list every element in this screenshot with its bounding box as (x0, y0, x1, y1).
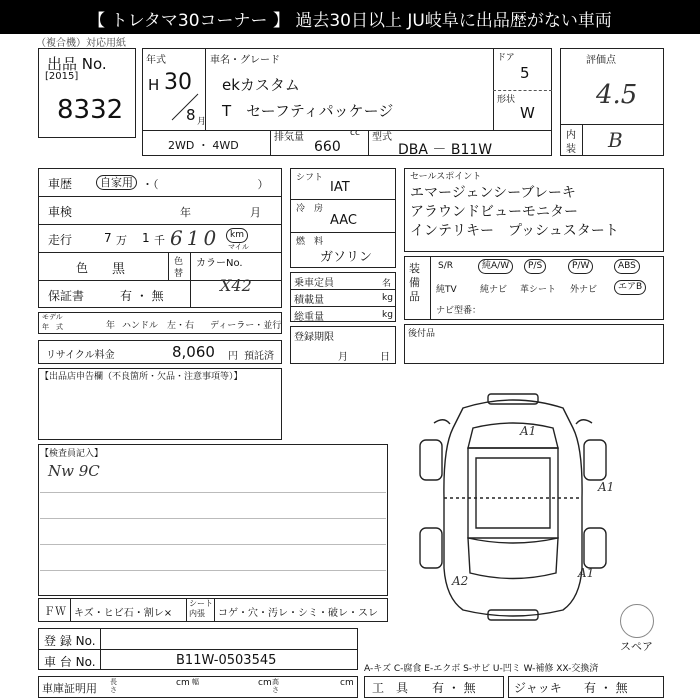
history-rest: ・（ ） (142, 178, 269, 191)
recycle-label: リサイクル料金 (46, 350, 115, 361)
cert-height: 高さ (272, 678, 279, 694)
aircon-label: 冷 房 (296, 204, 324, 214)
equip-aw-label: 純A/W (482, 261, 510, 271)
transfer-month: 月 (338, 352, 348, 363)
subheader: （複合機）対応用紙 (36, 38, 126, 49)
car-damage-diagram (398, 388, 628, 626)
transfer-label: 登録期限 (294, 332, 334, 343)
seat-label: シート 内張 (189, 599, 213, 618)
sales-point-3: インテリキー プッシュスタート (410, 223, 619, 239)
inspection-label: 車検 (48, 205, 73, 219)
cert-height-unit: cm (340, 678, 354, 688)
lot-number: 8332 (57, 95, 124, 125)
equip-power-window (568, 259, 593, 274)
navi-model-label: ナビ型番： (436, 306, 482, 316)
loading-label: 積載量 (294, 295, 324, 306)
equip-alloy-wheel (478, 259, 513, 274)
equip-ext-navi-label: 外ナビ (570, 285, 598, 295)
equip-ps-label: P/S (528, 261, 543, 271)
equip-tv-label: 純TV (436, 285, 457, 295)
equip-sr (438, 261, 453, 271)
color-no: X42 (220, 276, 252, 295)
shape-label: 形状 (497, 95, 516, 105)
model-format: 年 式 (42, 323, 63, 331)
car-name-label: 車名・グレード (210, 55, 280, 66)
cert-width-unit: cm (258, 678, 272, 688)
fuel-label: 燃 料 (296, 237, 324, 247)
displacement-value: 660 (314, 139, 341, 155)
mileage-km: km (226, 228, 248, 243)
recycle-unit: 円 (228, 351, 238, 362)
year-label: 年式 (146, 55, 166, 66)
inspector-label: 【検査員記入】 (40, 449, 104, 459)
model-handle: ハンドル 左・右 (122, 321, 195, 331)
color-no-label: カラーNo. (196, 258, 243, 269)
mileage-man: 7 (104, 231, 112, 245)
fw-label: ＦＷ (44, 605, 66, 618)
seller-notes-label: 【出品店申告欄（不良箇所・欠品・注意事項等）】 (40, 372, 243, 382)
fuel-value: ガソリン (320, 250, 373, 265)
mileage-sen: 1 (142, 231, 150, 245)
gross-unit: kg (382, 310, 393, 320)
sales-point-2: アラウンドビューモニター (410, 204, 578, 220)
interior-label-top: 内 (566, 130, 576, 141)
aftermarket-label: 後付品 (408, 329, 436, 339)
lot-label: 出品 No. (47, 55, 107, 73)
mileage-label: 走行 (48, 233, 73, 247)
aircon-value: AAC (330, 213, 357, 228)
score-value: 4.5 (596, 80, 638, 110)
cert-width: 幅 (192, 678, 199, 686)
color-value: 黒 (112, 262, 126, 277)
spare-label: スペア (620, 640, 653, 653)
mileage-man-unit: 万 (116, 234, 127, 247)
color-change-top: 色 (174, 257, 184, 267)
interior-label-bottom: 装 (566, 144, 576, 155)
mileage-mile: マイル (228, 243, 249, 251)
chassis-value: B11W-0503545 (176, 653, 277, 668)
spare-tire-icon (620, 604, 654, 638)
sales-points-label: セールスポイント (410, 172, 482, 182)
chassis-label: 車 台 No. (44, 655, 96, 669)
interior-value: B (608, 128, 623, 152)
jack-label: ジャッキ (514, 681, 562, 695)
loading-unit: kg (382, 293, 393, 303)
equip-tv (436, 282, 457, 295)
banner-text: 【 トレタマ30コーナー 】 過去30日以上 JU岐阜に出品歴がない車両 (88, 11, 612, 31)
warranty-label: 保証書 (48, 289, 85, 303)
model-label: モデル (42, 313, 63, 321)
cert-length: 長さ (110, 678, 117, 694)
mileage-sen-unit: 千 (154, 234, 165, 247)
equip-abs-label: ABS (618, 261, 636, 271)
capacity-unit: 名 (382, 279, 392, 289)
doors-label: ドア (497, 53, 515, 63)
seat-text: コゲ・穴・汚レ・シミ・破レ・スレ (218, 608, 378, 619)
model-dealer: ディーラー・並行 (210, 321, 282, 331)
aftermarket-box (404, 324, 664, 364)
color-change-bottom: 替 (174, 269, 184, 279)
equip-leather-label: 革シート (520, 285, 557, 295)
tools-value: 有 ・ 無 (432, 681, 476, 695)
equip-leather (520, 282, 556, 295)
car-name: ekカスタム (222, 76, 300, 94)
equip-navi-label: 純ナビ (480, 285, 508, 295)
shift-value: IAT (330, 180, 350, 195)
year-era: H (148, 76, 160, 94)
displacement-unit: cc (350, 128, 360, 138)
inspector-note: Nw 9C (48, 462, 100, 480)
history-value: 自家用 (96, 175, 137, 190)
lot-box (38, 48, 136, 138)
inspection-year: 年 (180, 206, 191, 219)
displacement-label: 排気量 (274, 132, 304, 143)
cert-length-unit: cm (176, 678, 190, 688)
equip-power-steering (524, 259, 546, 274)
year-month: 8 (186, 106, 196, 124)
transfer-day: 日 (380, 352, 390, 363)
capacity-label: 乗車定員 (294, 278, 334, 289)
cert-label: 車庫証明用 (42, 682, 97, 695)
equip-ext-navi (570, 282, 597, 295)
doors-value: 5 (520, 64, 530, 82)
model-year: 年 (106, 321, 116, 331)
mileage-written: 610 (170, 226, 221, 250)
legend: A-キズ C-腐食 E-エクボ S-サビ U-凹ミ W-補修 XX-交換済 (364, 664, 599, 674)
lot-year-tag: [2015] (45, 71, 79, 82)
gross-label: 総重量 (294, 312, 324, 323)
year-month-suffix: 月 (197, 117, 207, 127)
equip-airbag-label: エアB (618, 282, 643, 292)
damage-mark-front: A1 (520, 424, 537, 438)
jack-value: 有 ・ 無 (584, 681, 628, 695)
equip-sr-label: S/R (438, 261, 453, 271)
equip-pw-label: P/W (572, 261, 590, 271)
sales-point-1: エマージェンシーブレーキ (410, 185, 576, 201)
score-label: 評価点 (586, 55, 616, 66)
year-value: 30 (164, 70, 192, 95)
damage-mark-rear-right: A1 (578, 566, 595, 580)
recycle-status: 預託済 (244, 351, 274, 362)
fw-text: キズ・ヒビ石・割レ× (74, 608, 173, 619)
equip-airbag (614, 280, 646, 295)
tools-label: 工 具 (372, 681, 409, 695)
equipment-label-1: 装備品 (409, 262, 420, 303)
model-code-value: DBA － B11W (398, 142, 493, 158)
damage-mark-rear-left: A2 (452, 574, 469, 588)
color-label: 色 (76, 261, 89, 275)
damage-mark-right: A1 (598, 480, 615, 494)
warranty-value: 有 ・ 無 (120, 289, 164, 303)
equip-navi (480, 282, 507, 295)
equip-abs (614, 259, 640, 274)
car-grade: T セーフティパッケージ (222, 102, 394, 120)
model-code-label: 型式 (372, 132, 392, 143)
drive-type: 2WD ・ 4WD (168, 139, 239, 152)
registration-label: 登 録 No. (44, 634, 96, 648)
recycle-value: 8,060 (172, 343, 215, 361)
shift-label: シフト (296, 173, 324, 183)
history-label: 車歴 (48, 177, 73, 191)
shape-value: W (520, 104, 535, 122)
inspection-month: 月 (250, 206, 261, 219)
